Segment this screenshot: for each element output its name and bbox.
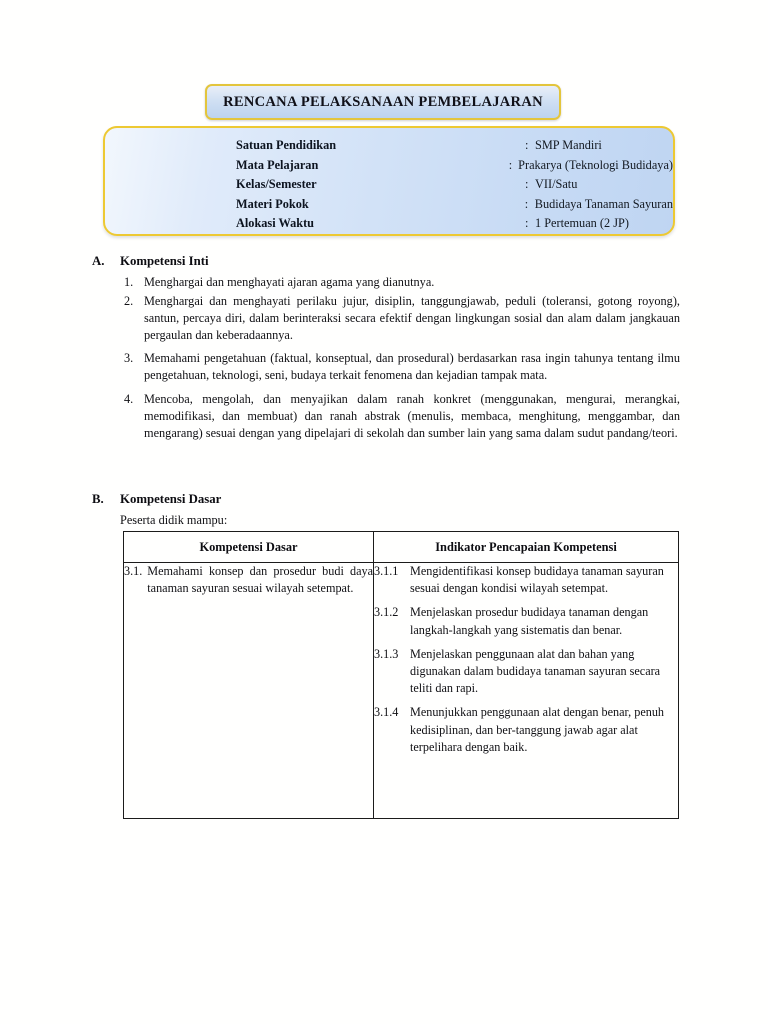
page-title: RENCANA PELAKSANAAN PEMBELAJARAN <box>223 93 543 110</box>
identity-separator: : <box>525 177 529 192</box>
identity-separator: : <box>525 216 529 231</box>
indicator-code: 3.1.4 <box>374 705 399 720</box>
indicator-code: 3.1.1 <box>374 564 399 578</box>
identity-label: Satuan Pendidikan <box>236 138 337 153</box>
list-item <box>92 293 682 344</box>
section-a-letter: A. <box>92 254 105 268</box>
section-b-title: Kompetensi Dasar <box>120 492 222 506</box>
indicator-entry <box>374 604 678 638</box>
identity-row <box>105 136 673 156</box>
kd-entry-text: Memahami konsep dan prosedur budi daya tanaman sayuran sesuai wilayah setempat. <box>147 564 373 596</box>
identity-label: Alokasi Waktu <box>236 216 315 231</box>
identity-separator: : <box>508 157 513 172</box>
list-item-number: 3. <box>124 351 134 366</box>
identity-value: SMP Mandiri <box>535 138 602 153</box>
section-b-intro: Peserta didik mampu: <box>120 513 228 527</box>
list-item <box>92 391 682 442</box>
section-b-letter: B. <box>92 492 104 506</box>
identity-label: Mata Pelajaran <box>236 157 319 172</box>
section-kompetensi-inti <box>92 254 682 444</box>
identity-row <box>105 175 673 195</box>
section-kompetensi-dasar <box>92 492 682 536</box>
lesson-identity-box <box>103 126 675 236</box>
column-header-indikator: Indikator Pencapaian Kompetensi <box>374 532 679 563</box>
indicator-code: 3.1.2 <box>374 605 399 620</box>
indicator-text: Menunjukkan penggunaan alat dengan benar, penuh kedisiplinan, dan ber-tanggung jawab agar alat terpelihara dengan baik. <box>410 705 665 754</box>
table-row <box>124 563 679 819</box>
list-item-number: 2. <box>124 294 134 309</box>
list-item-text: Memahami pengetahuan (faktual, konseptual, dan prosedural) berdasarkan rasa ingin tahunya tentang ilmu pengetahuan, teknologi, seni, budaya terkait fenomena dan kejadian tampak mata. <box>144 351 680 383</box>
document-title-box <box>205 84 561 120</box>
kd-entry <box>124 563 373 597</box>
indicator-text: Menjelaskan prosedur budidaya tanaman dengan langkah-langkah yang sistematis dan benar. <box>410 605 649 637</box>
identity-value: 1 Pertemuan (2 JP) <box>535 216 629 231</box>
section-a-heading <box>92 254 682 269</box>
table-header-row <box>124 532 679 563</box>
identity-separator: : <box>525 138 529 153</box>
cell-kompetensi-dasar <box>124 563 374 819</box>
list-item-number: 4. <box>124 391 134 406</box>
kompetensi-dasar-table <box>123 531 679 819</box>
indicator-entry <box>374 704 678 756</box>
indicator-text: Menjelaskan penggunaan alat dan bahan yang digunakan dalam budidaya tanaman sayuran secara teliti dan rapi. <box>410 646 661 696</box>
identity-value: VII/Satu <box>535 177 578 192</box>
identity-value: Budidaya Tanaman Sayuran <box>534 196 673 211</box>
list-item-text: Menghargai dan menghayati perilaku jujur, disiplin, tanggungjawab, peduli (toleransi, gotong royong), santun, percaya diri, dalam berinteraksi secara efektif dengan lingkungan sosial dan alam dalam jangkauan pergaulan dan keberadaannya. <box>144 294 680 343</box>
identity-row <box>105 214 673 234</box>
cell-indikator <box>374 563 679 819</box>
list-item-text: Mencoba, mengolah, dan menyajikan dalam ranah konkret (menggunakan, mengurai, merangkai, memodifikasi, dan membuat) dan ranah abstrak (menulis, membaca, menghitung, menggambar, dan mengarang) sesuai dengan yang dipelajari di sekolah dan sumber lain yang sama dalam sudut pandang/teori. <box>144 391 680 440</box>
list-item-number: 1. <box>124 275 134 289</box>
indicator-entry <box>374 646 678 698</box>
kd-entry-code: 3.1. <box>124 564 143 578</box>
indicator-text: Mengidentifikasi konsep budidaya tanaman sayuran sesuai dengan kondisi wilayah setempat. <box>410 564 664 596</box>
identity-row <box>105 156 673 176</box>
identity-separator: : <box>524 196 529 211</box>
section-b-heading <box>92 492 682 507</box>
identity-label: Kelas/Semester <box>236 177 317 192</box>
indicator-entry <box>374 563 678 597</box>
column-header-kompetensi-dasar: Kompetensi Dasar <box>124 532 374 563</box>
identity-value: Prakarya (Teknologi Budidaya) <box>518 157 673 172</box>
identity-row <box>105 195 673 215</box>
section-a-title: Kompetensi Inti <box>120 254 209 268</box>
list-item-text: Menghargai dan menghayati ajaran agama yang dianutnya. <box>144 275 435 289</box>
identity-label: Materi Pokok <box>236 196 309 211</box>
indicator-code: 3.1.3 <box>374 646 399 661</box>
list-item <box>92 350 682 384</box>
list-item <box>92 274 682 291</box>
kompetensi-inti-list <box>92 274 682 442</box>
